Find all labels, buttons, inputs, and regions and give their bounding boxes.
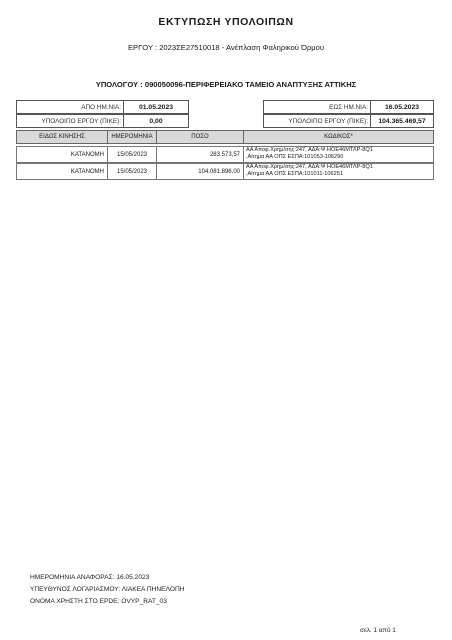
remaining-end-label: ΥΠΟΛΟΙΠΟ ΕΡΓΟΥ (ΠΙΚΕ): [263, 114, 371, 128]
page-number: σελ. 1 από 1 [360, 627, 396, 634]
remaining-start-label: ΥΠΟΛΟΙΠΟ ΕΡΓΟΥ (ΠΙΚΕ): [16, 114, 124, 128]
ypologos-line: ΥΠΟΛΟΓΟΥ : 090050096-ΠΕΡΙΦΕΡΕΙΑΚΟ ΤΑΜΕΙΟ ΑΝΑΠΤΥΞΗΣ ΑΤΤΙΚΗΣ [95, 80, 357, 89]
table-row-2-code-line2: ,Αίτημα ΑΑ ΟΠΣ ΕΣΠΑ:101011-106251 [246, 171, 343, 178]
table-row-1-code-line2: ,Αίτημα ΑΑ ΟΠΣ ΕΣΠΑ:101053-106290 [246, 154, 344, 161]
table-row-1-date: 15/05/2023 [107, 146, 157, 163]
to-date-label: ΕΩΣ ΗΜ.ΝΙΑ: [263, 100, 371, 114]
table-row-1-amount: 283.573,57 [156, 146, 244, 163]
table-row-1-code [243, 146, 434, 163]
from-date-value: 01.05.2023 [123, 100, 189, 114]
header-amount: ΠΟΣΟ [156, 130, 244, 144]
from-date-label: ΑΠΟ ΗΜ.ΝΙΑ: [16, 100, 124, 114]
footer-accountant: ΥΠΕΥΘΥΝΟΣ ΛΟΓΑΡΙΑΣΜΟΥ: ΛΙΑΚΕΑ ΠΗΝΕΛΟΠΗ [30, 586, 185, 593]
project-line: ΕΡΓΟΥ : 2023ΣΕ27510018 - Ανέπλαση Φαληρικού Όρμου [127, 43, 325, 52]
header-code: ΚΩΔΙΚΟΣ* [243, 130, 434, 144]
table-row-1-type: ΚΑΤΑΝΟΜΗ [16, 146, 108, 163]
table-row-2-type: ΚΑΤΑΝΟΜΗ [16, 163, 108, 180]
footer-report-date: ΗΜΕΡΟΜΗΝΙΑ ΑΝΑΦΟΡΑΣ: 16.05.2023 [30, 574, 150, 581]
header-movement-type: ΕΙΔΟΣ ΚΙΝΗΣΗΣ [16, 130, 108, 144]
to-date-value: 16.05.2023 [370, 100, 434, 114]
table-row-2-date: 15/05/2023 [107, 163, 157, 180]
remaining-end-value: 104.365.469,57 [370, 114, 434, 128]
table-row-2-code [243, 163, 434, 180]
table-row-2-code-line1: ΑΑ Αποφ.Χρημ/σης:247, ΑΔΑ:Ψ ΗΟΕ46ΜΤΛΡ-8Q1 [246, 164, 373, 170]
footer-username: ΟΝΟΜΑ ΧΡΗΣΤΗ ΣΤΟ ΕΡDΕ: OVYP_RAT_03 [30, 598, 167, 605]
table-row-1-code-line1: ΑΑ Αποφ.Χρημ/σης:247, ΑΔΑ:Ψ ΗΟΕ46ΜΤΛΡ-8Q1 [246, 147, 373, 153]
remaining-start-value: 0,00 [123, 114, 189, 128]
table-row-2-amount: 104.081.896,00 [156, 163, 244, 180]
report-title: ΕΚΤΥΠΩΣΗ ΥΠΟΛΟΙΠΩΝ [158, 16, 294, 28]
header-date: ΗΜΕΡΟΜΗΝΙΑ [107, 130, 157, 144]
